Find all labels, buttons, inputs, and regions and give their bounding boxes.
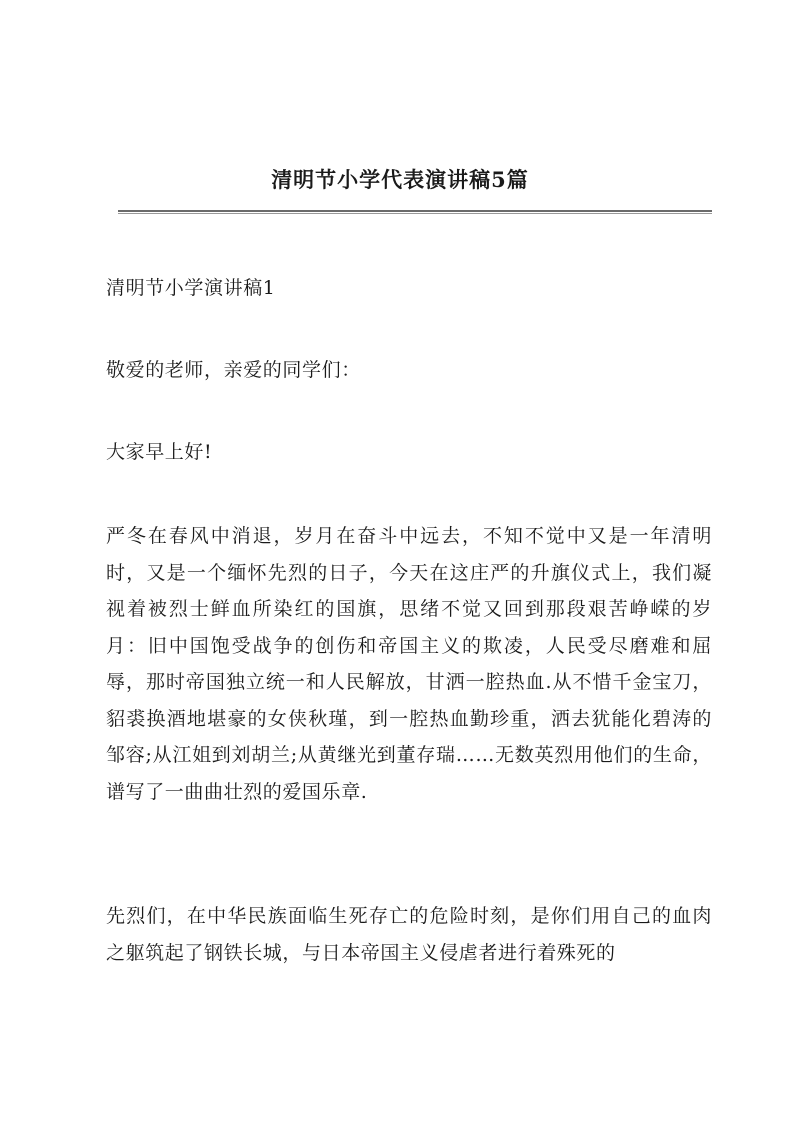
speech-greeting: 大家早上好! (106, 441, 213, 463)
speech-paragraph: 先烈们，在中华民族面临生死存亡的危险时刻，是你们用自己的血肉之躯筑起了钢铁长城，与日本帝国主义侵虐者进行着殊死的 (106, 905, 712, 964)
speech-paragraph: 严冬在春风中消退，岁月在奋斗中远去，不知不觉中又是一年清明时，又是一个缅怀先烈的日子，今天在这庄严的升旗仪式上，我们凝视着被烈士鲜血所染红的国旗，思绪不觉又回到那段艰苦峥嵘的岁月：旧中国饱受战争的创伤和帝国主义的欺凌，人民受尽磨难和屈辱，那时帝国独立统一和人民解放，甘洒一腔热血.从不惜千金宝刀，貂裘换酒地堪豪的女侠秋瑾，到一腔热血勤珍重，洒去犹能化碧涛的邹容;从江姐到刘胡兰;从黄继光到董存瑞……无数英烈用他们的生命，谱写了一曲曲壮烈的爱国乐章. (106, 525, 712, 803)
speech-salutation: 敬爱的老师，亲爱的同学们： (106, 359, 361, 381)
title-divider (118, 210, 712, 214)
speech-heading: 清明节小学演讲稿1 (106, 277, 276, 299)
document-title: 清明节小学代表演讲稿5篇 (271, 167, 529, 192)
